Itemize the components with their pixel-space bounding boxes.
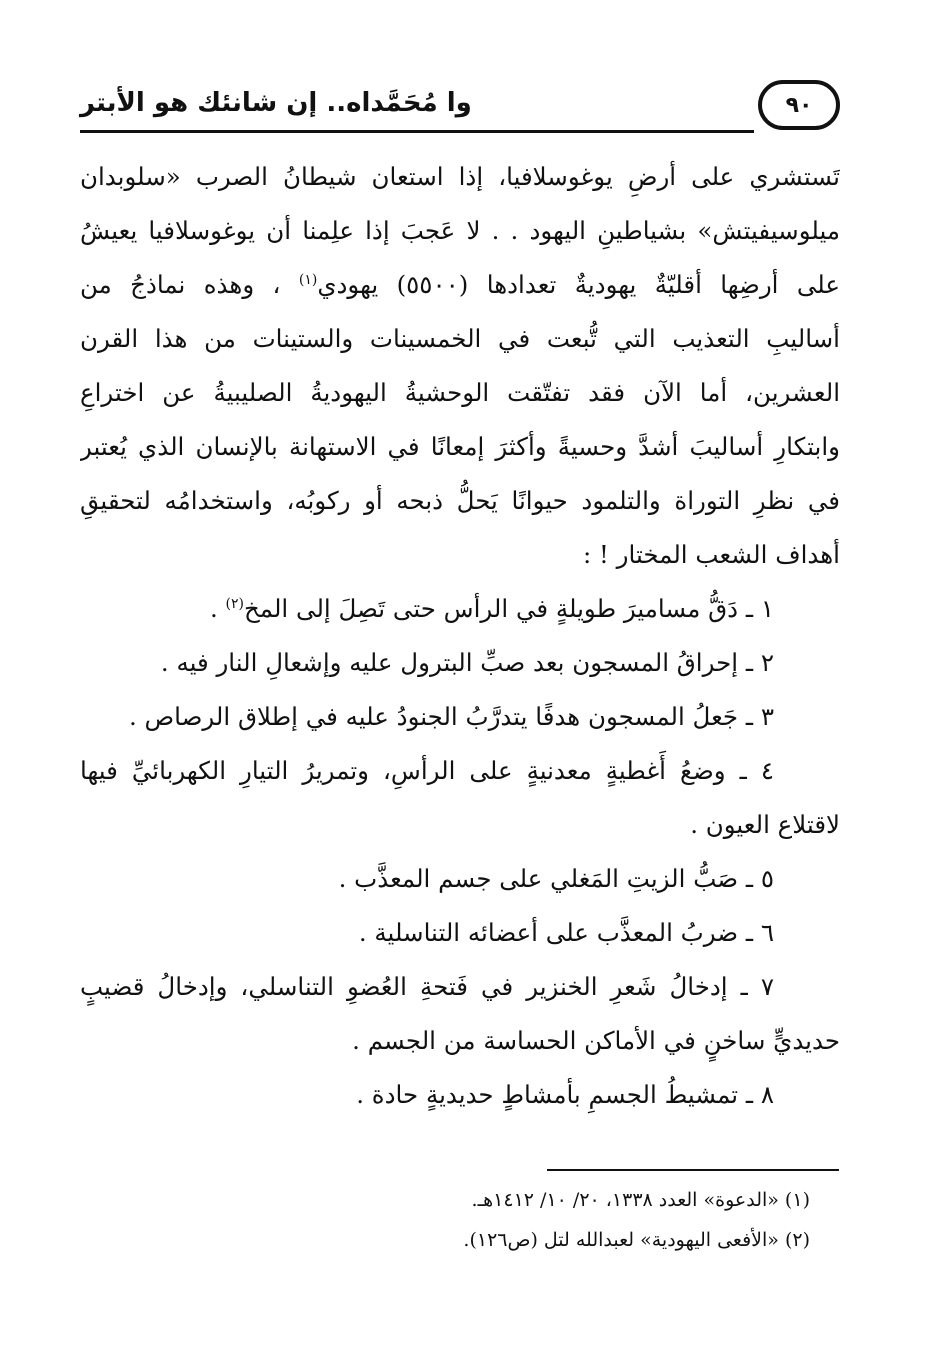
- main-text: [80, 150, 840, 1122]
- text-line: [80, 420, 840, 474]
- line-text: حديديٍّ ساخنٍ في الأماكن الحساسة من الجسم .: [352, 1026, 840, 1055]
- text-line: [80, 636, 840, 690]
- text-line: [80, 204, 840, 258]
- text-line: [80, 798, 840, 852]
- text-line: [80, 1068, 840, 1122]
- line-text: ٢ ـ إحراقُ المسجون بعد صبِّ البترول عليه وإشعالِ النار فيه .: [160, 648, 774, 677]
- line-text: ميلوسيفيتش» بشياطينِ اليهود . . لا عَجبَ إذا علِمنا أن يوغوسلافيا يعيشُ: [80, 216, 840, 245]
- line-text: وابتكارِ أساليبَ أشدَّ وحسيةً وأكثرَ إمعانًا في الاستهانة بالإنسان الذي يُعتبر: [80, 432, 840, 461]
- text-line: [80, 258, 840, 312]
- line-text: ٣ ـ جَعلُ المسجون هدفًا يتدرَّبُ الجنودُ عليه في إطلاق الرصاص .: [128, 702, 774, 731]
- text-line: [80, 366, 840, 420]
- page-number: ٩٠: [758, 80, 840, 130]
- line-text: تَستشري على أرضِ يوغوسلافيا، إذا استعان شيطانُ الصرب «سلوبدان: [80, 162, 840, 191]
- footnote-reference: (٢): [225, 595, 244, 612]
- text-line: [80, 1014, 840, 1068]
- text-line: [80, 582, 840, 636]
- text-line: [80, 474, 840, 528]
- line-text: أهداف الشعب المختار ! :: [583, 540, 840, 569]
- footnote: (٢) «الأفعى اليهودية» لعبدالله لتل (ص١٢٦).: [463, 1229, 810, 1251]
- line-text: ٧ ـ إدخالُ شَعرِ الخنزير في فَتحةِ العُضوِ التناسلي، وإدخالُ قضيبٍ: [80, 972, 774, 1001]
- text-line: [80, 150, 840, 204]
- text-line: [80, 852, 840, 906]
- line-text-continued: .: [209, 594, 226, 623]
- text-line: [80, 312, 840, 366]
- text-line: [80, 744, 840, 798]
- line-text: في نظرِ التوراة والتلمود حيوانًا يَحلُّ ذبحه أو ركوبُه، واستخدامُه لتحقيقِ: [80, 486, 840, 515]
- line-text: ٦ ـ ضربُ المعذَّب على أعضائه التناسلية .: [358, 918, 774, 947]
- running-title: وا مُحَمَّداه.. إن شانئك هو الأبتر: [80, 88, 472, 118]
- line-text: ١ ـ دَقُّ مساميرَ طويلةٍ في الرأس حتى تَصِلَ إلى المخ: [243, 594, 774, 623]
- line-text-continued: ، وهذه نماذجُ من: [80, 270, 299, 299]
- footnotes: [80, 1180, 810, 1260]
- line-text: على أرضِها أقليّةٌ يهوديةٌ تعدادها (٥٥٠٠) يهودي: [317, 270, 840, 299]
- line-text: لاقتلاع العيون .: [690, 810, 840, 839]
- text-line: [80, 906, 840, 960]
- line-text: أساليبِ التعذيب التي تُّبعت في الخمسينات والستينات من هذا القرن: [80, 324, 840, 353]
- line-text: ٤ ـ وضعُ أَغطيةٍ معدنيةٍ على الرأسِ، وتمريرُ التيارِ الكهربائيِّ فيها: [80, 756, 774, 785]
- text-line: [80, 960, 840, 1014]
- line-text: ٥ ـ صَبُّ الزيتِ المَغلي على جسم المعذَّب .: [338, 864, 774, 893]
- line-text: ٨ ـ تمشيطُ الجسمِ بأمشاطٍ حديديةٍ حادة .: [356, 1080, 774, 1109]
- footnote-reference: (١): [298, 271, 318, 288]
- page-header: [80, 80, 840, 140]
- footnote: (١) «الدعوة» العدد ١٣٣٨، ٢٠/ ١٠/ ١٤١٢هـ.: [471, 1189, 810, 1211]
- header-divider: [80, 130, 754, 133]
- line-text: العشرين، أما الآن فقد تفتّقت الوحشيةُ اليهوديةُ الصليبيةُ عن اختراعِ: [80, 378, 840, 407]
- text-line: [80, 690, 840, 744]
- footnote-divider: [547, 1169, 839, 1171]
- text-line: [80, 528, 840, 582]
